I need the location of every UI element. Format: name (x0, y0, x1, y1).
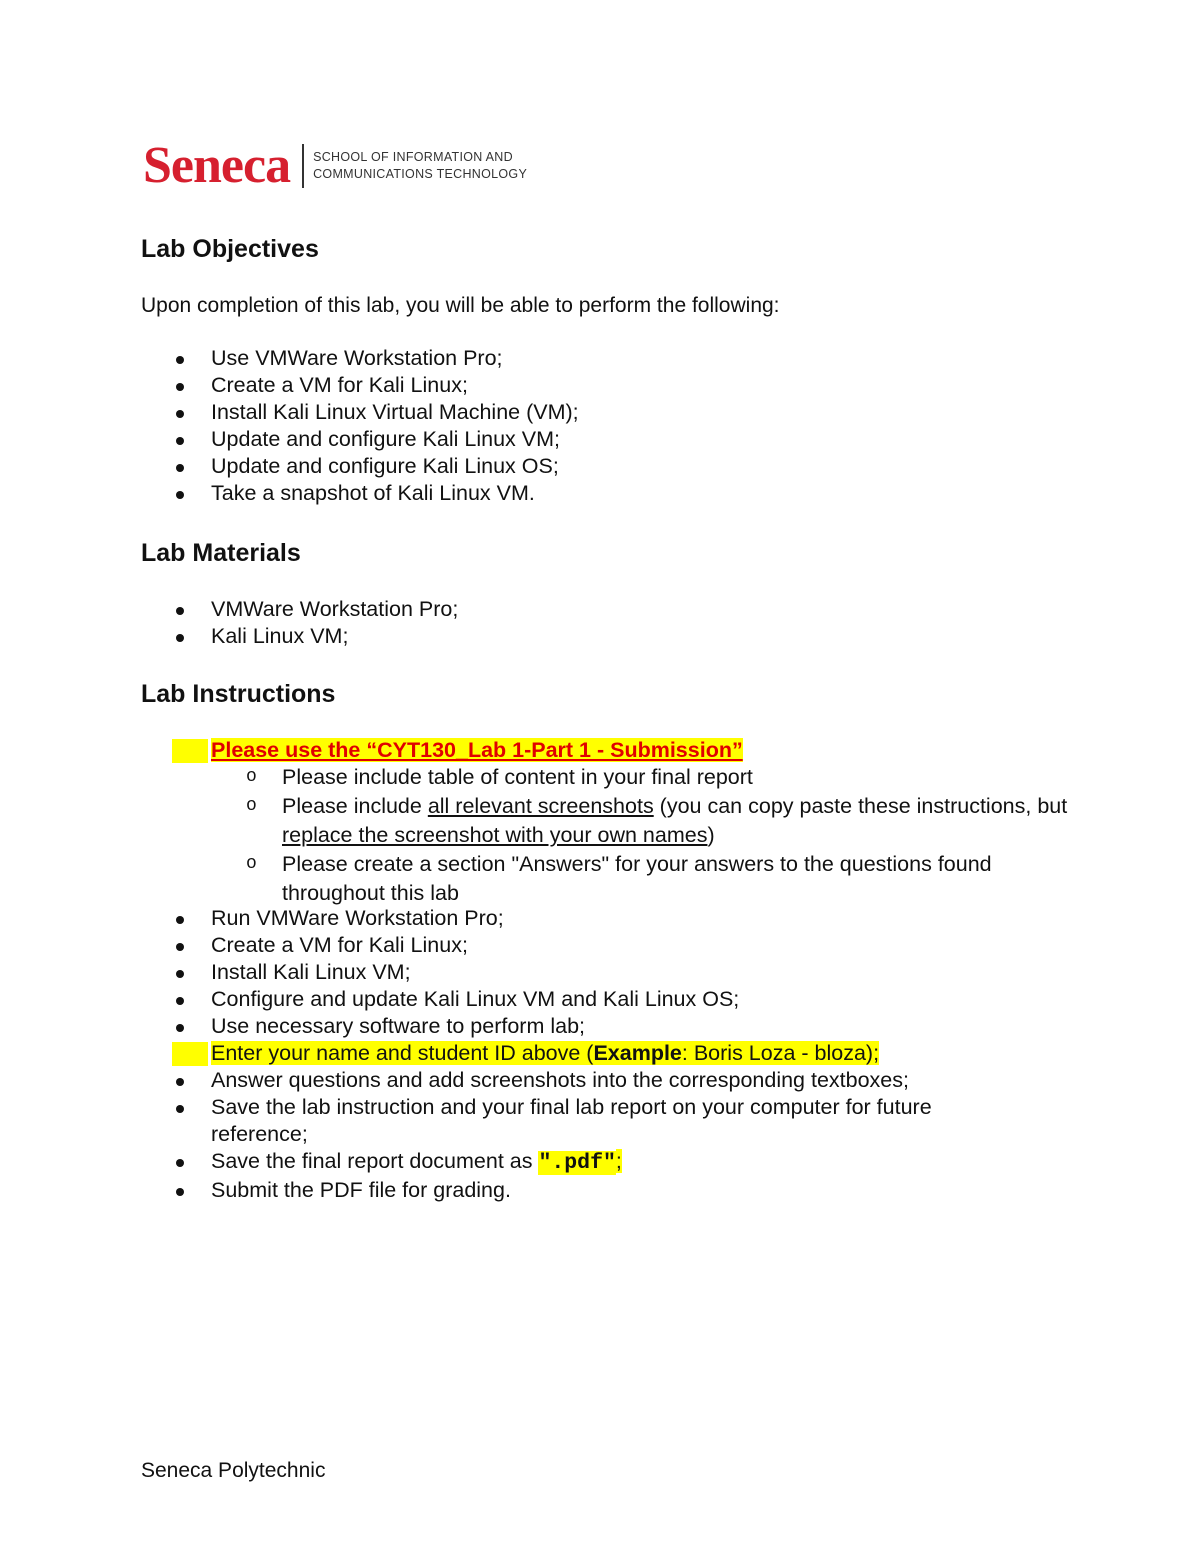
instructions-steps (0, 905, 1200, 1204)
sub-bullet-marker: o (246, 854, 257, 874)
objectives-list (0, 345, 1200, 507)
item-text: ; (615, 1149, 622, 1173)
list-item: Create a VM for Kali Linux; (0, 932, 1200, 959)
name-id-highlight (211, 1041, 879, 1065)
materials-list (0, 596, 1200, 650)
list-item: Install Kali Linux VM; (0, 959, 1200, 986)
logo-tagline-line2: COMMUNICATIONS TECHNOLOGY (313, 167, 528, 181)
list-item: Configure and update Kali Linux VM and Kali Linux OS; (0, 986, 1200, 1013)
list-item: Save the lab instruction and your final lab report on your computer for future reference; (0, 1094, 1200, 1148)
materials-heading: Lab Materials (141, 539, 301, 567)
logo-wordmark: Seneca (143, 137, 291, 194)
sub-bullet-marker: o (246, 767, 257, 787)
list-item: Use VMWare Workstation Pro; (0, 345, 1200, 372)
instructions-list (0, 737, 1200, 764)
submission-highlight (211, 738, 743, 762)
list-item (0, 850, 1200, 908)
list-item: VMWare Workstation Pro; (0, 596, 1200, 623)
relevant-screenshots-text: all relevant screenshots (427, 794, 654, 818)
instructions-heading: Lab Instructions (141, 680, 336, 708)
submission-item (0, 737, 1200, 764)
list-item: Take a snapshot of Kali Linux VM. (0, 480, 1200, 507)
seneca-logo (143, 137, 528, 194)
item-text: : Boris Loza - bloza); (681, 1041, 880, 1065)
instructions-sublist (0, 763, 1200, 908)
list-item (0, 792, 1200, 850)
item-text: Save the final report document as (211, 1149, 539, 1173)
sub-item-text: Please include table of content in your final report (282, 765, 753, 789)
sub-bullet-marker: o (246, 796, 257, 816)
item-text: Enter your name and student ID above ( (211, 1041, 594, 1065)
objectives-intro: Upon completion of this lab, you will be able to perform the following: (141, 294, 780, 317)
logo-tagline (313, 149, 527, 183)
logo-divider (302, 144, 304, 188)
list-item: Submit the PDF file for grading. (0, 1177, 1200, 1204)
logo-tagline-line1: SCHOOL OF INFORMATION AND (313, 150, 513, 164)
list-item (0, 763, 1200, 792)
pdf-extension-code: ".pdf" (538, 1151, 616, 1175)
list-item: Use necessary software to perform lab; (0, 1013, 1200, 1040)
list-item: Update and configure Kali Linux VM; (0, 426, 1200, 453)
list-item: Run VMWare Workstation Pro; (0, 905, 1200, 932)
sub-item-text: (you can copy paste these instructions, but (653, 794, 1068, 818)
sub-item-text: ) (707, 823, 715, 847)
list-item: Update and configure Kali Linux OS; (0, 453, 1200, 480)
list-item: Kali Linux VM; (0, 623, 1200, 650)
list-item: Install Kali Linux Virtual Machine (VM); (0, 399, 1200, 426)
bullet-highlight (172, 739, 208, 763)
page-footer: Seneca Polytechnic (141, 1459, 326, 1482)
sub-item-text: Please create a section "Answers" for your answers to the questions found throughout this lab (282, 852, 992, 905)
list-item: Create a VM for Kali Linux; (0, 372, 1200, 399)
submission-template-link[interactable]: Please use the “CYT130_Lab 1-Part 1 - Submission” (211, 738, 743, 762)
objectives-heading: Lab Objectives (141, 235, 319, 263)
list-item (0, 1040, 1200, 1067)
list-item: Answer questions and add screenshots into the corresponding textboxes; (0, 1067, 1200, 1094)
bullet-highlight (172, 1042, 208, 1066)
replace-screenshot-text: replace the screenshot with your own names (282, 823, 708, 847)
sub-item-text: Please include (282, 794, 428, 818)
list-item (0, 1148, 1200, 1177)
example-label: Example (593, 1041, 682, 1065)
